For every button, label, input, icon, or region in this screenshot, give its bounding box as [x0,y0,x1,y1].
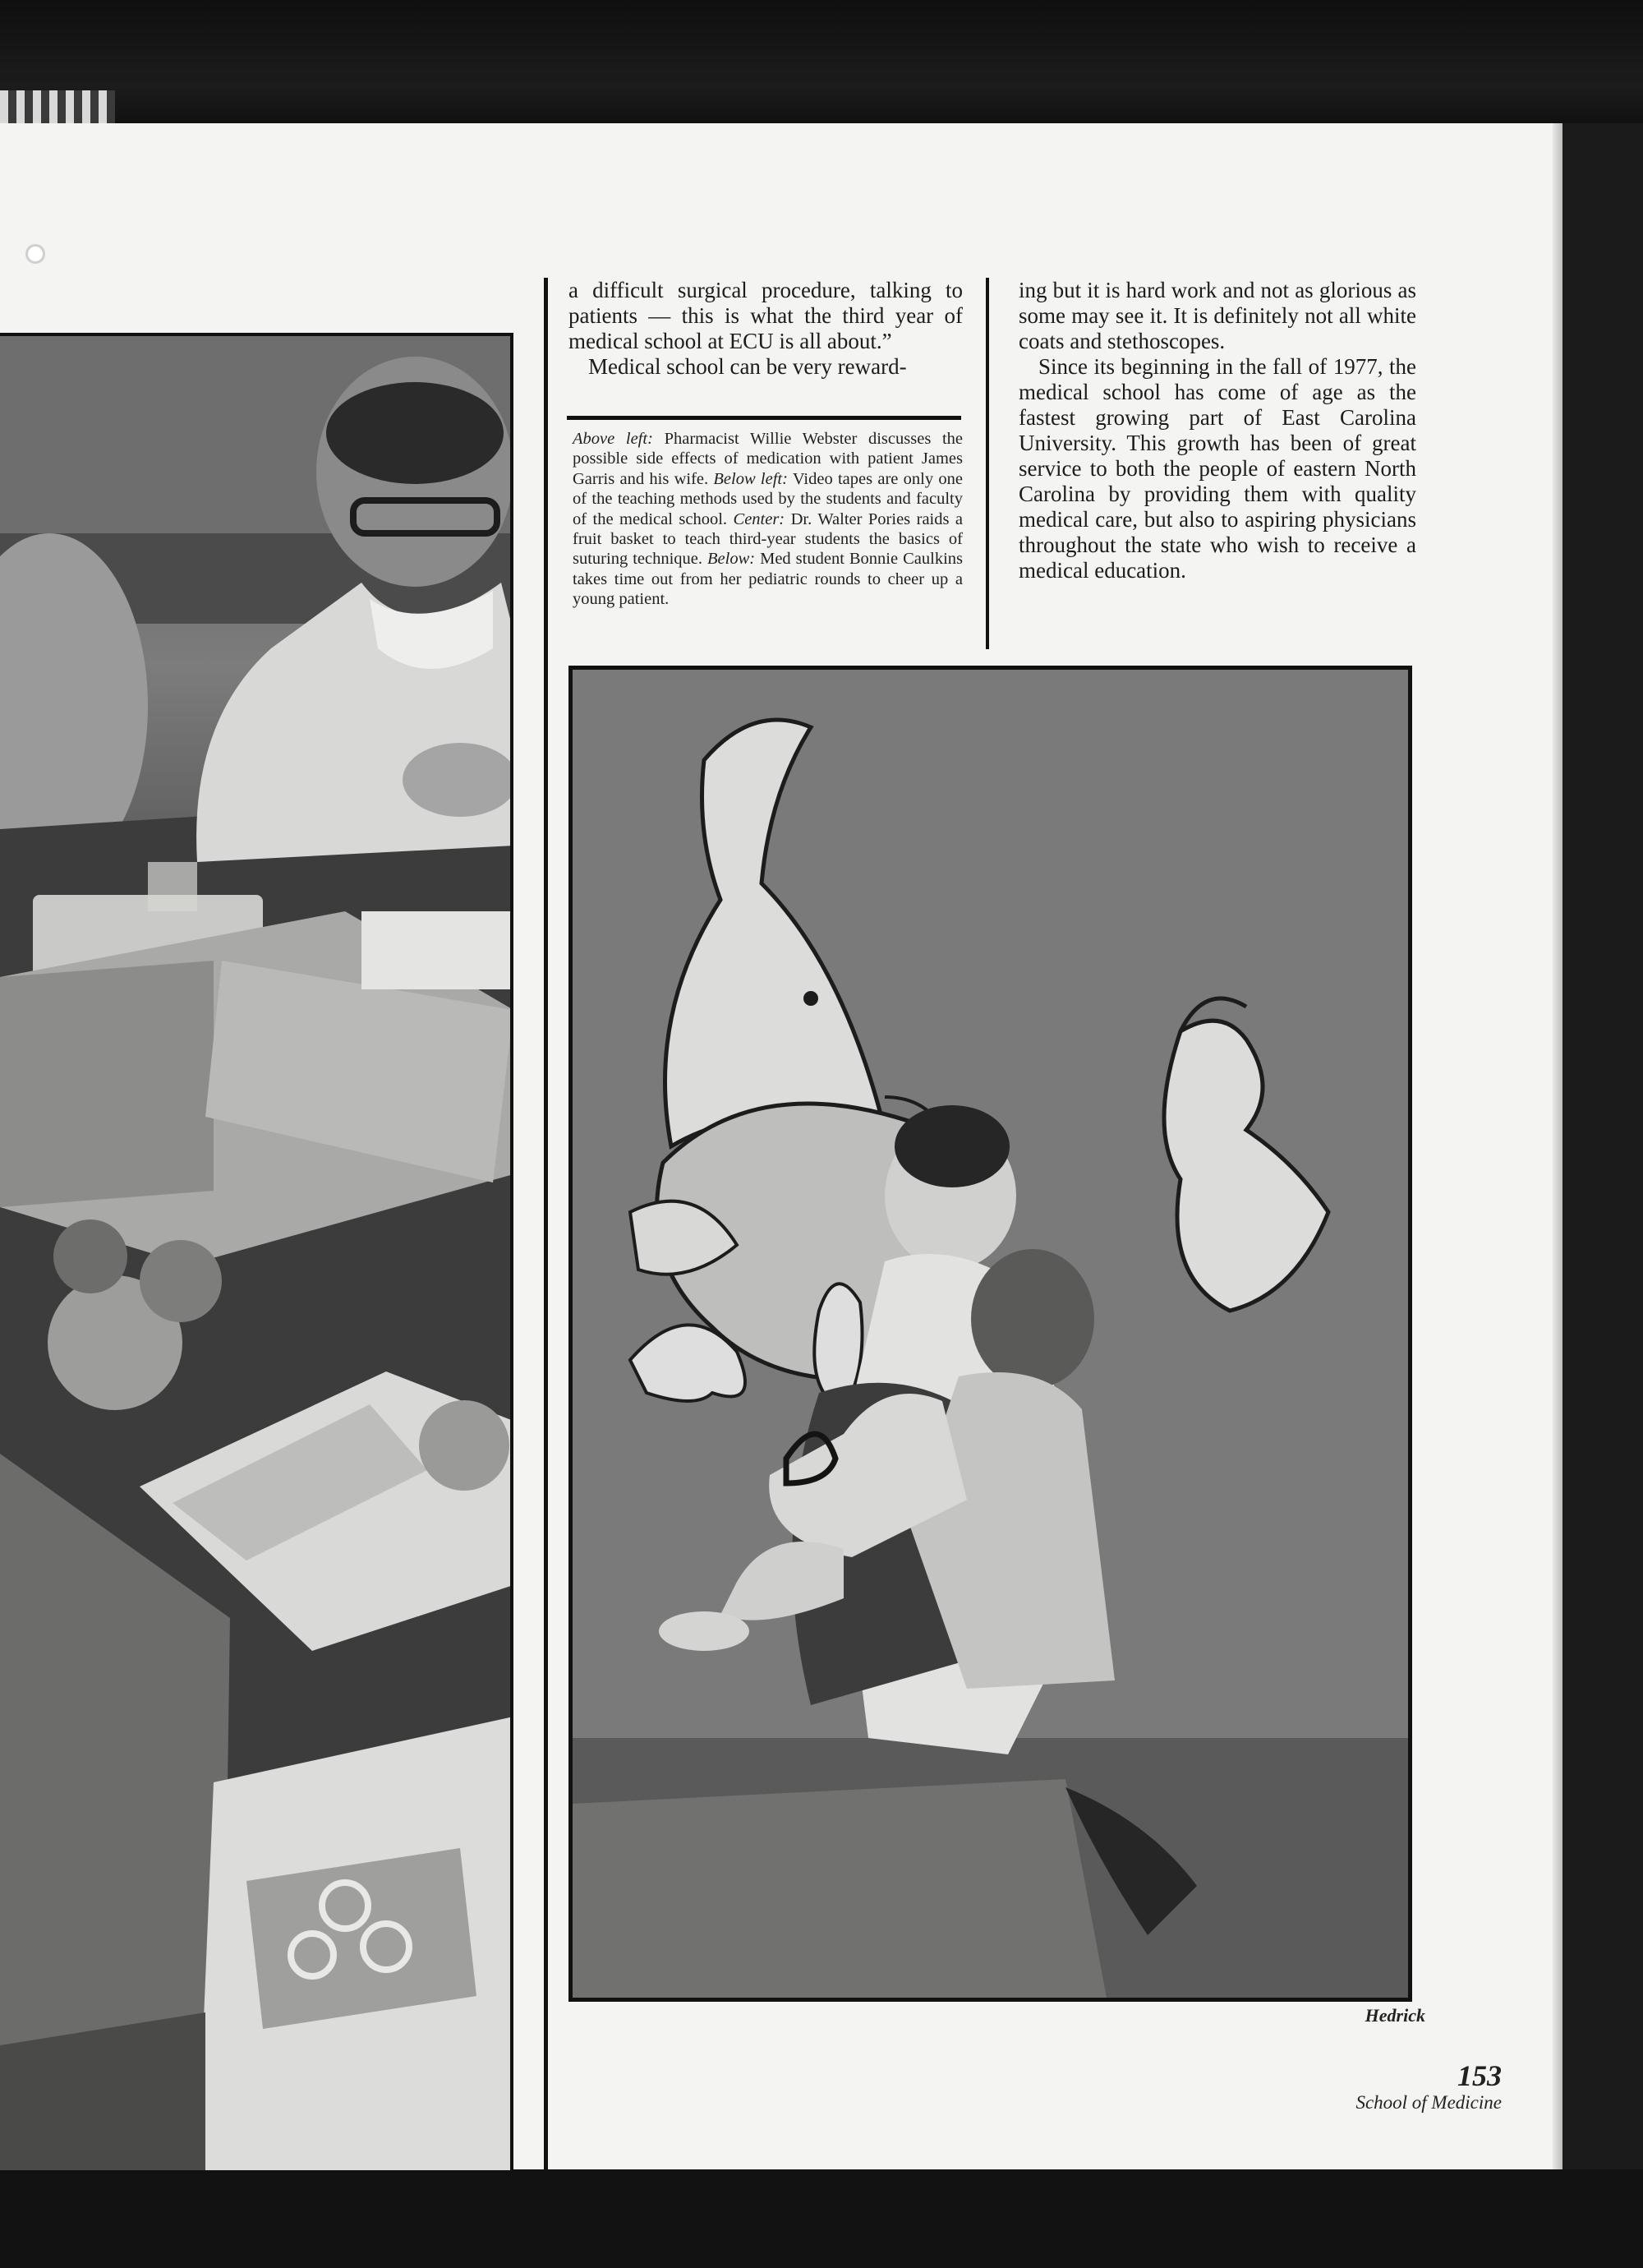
caption-text: Med student Bonnie Caulkins takes time out from her pediatric rounds to cheer up a young patient. [573,550,963,609]
photo-pharmacist-and-suture-kits [0,333,513,2174]
caption-divider [567,416,961,420]
page-number: 153 [1457,2059,1502,2092]
caption-text: Dr. Walter Pories raids a fruit basket to teach third-year students the basics of suturing technique. [573,509,964,569]
column-rule [986,278,989,649]
section-name: School of Medicine [1355,2092,1502,2113]
photo-right-illustration [573,670,1408,1998]
article-column-right [1019,278,1416,583]
caption-label: Above left: [573,430,653,448]
article-paragraph: Since its beginning in the fall of 1977, the medical school has come of age as the fastest growing part of East Carolina University. This growth has been of great service to both the people of eastern North Carolina by providing them with quality medical care, but also to aspiring physicians throughout the state who wish to receive a medical education. [1019,354,1416,583]
article-paragraph: Medical school can be very reward- [588,354,907,379]
scan-background-top [0,0,1643,123]
article-paragraph: a difficult surgical procedure, talking to patients — this is what the third year of medical school at ECU is all about.” [568,278,963,353]
caption-text: Pharmacist Willie Webster discusses the possible side effects of medication with patient James Garris and his wife. [573,430,964,488]
caption-label: Below left: [713,469,788,488]
column-rule [544,278,548,2169]
caption-label: Center: [733,509,785,528]
article-paragraph: ing but it is hard work and not as glorious as some may see it. It is definitely not all white coats and stethoscopes. [1019,278,1416,353]
photo-captions [573,429,963,610]
caption-label: Below: [707,550,756,569]
scan-background-right [1562,123,1643,2169]
photo-left-illustration [0,336,513,2174]
caption-text: Video tapes are only one of the teaching methods used by the students and faculty of the medical school. [573,469,963,528]
binding-hole [28,247,43,261]
scan-background-bottom [0,2169,1643,2268]
photo-student-with-patient [568,666,1412,2002]
photo-credit: Hedrick [1365,2005,1425,2026]
article-column-left [568,278,963,380]
page-edge [1553,123,1562,2169]
